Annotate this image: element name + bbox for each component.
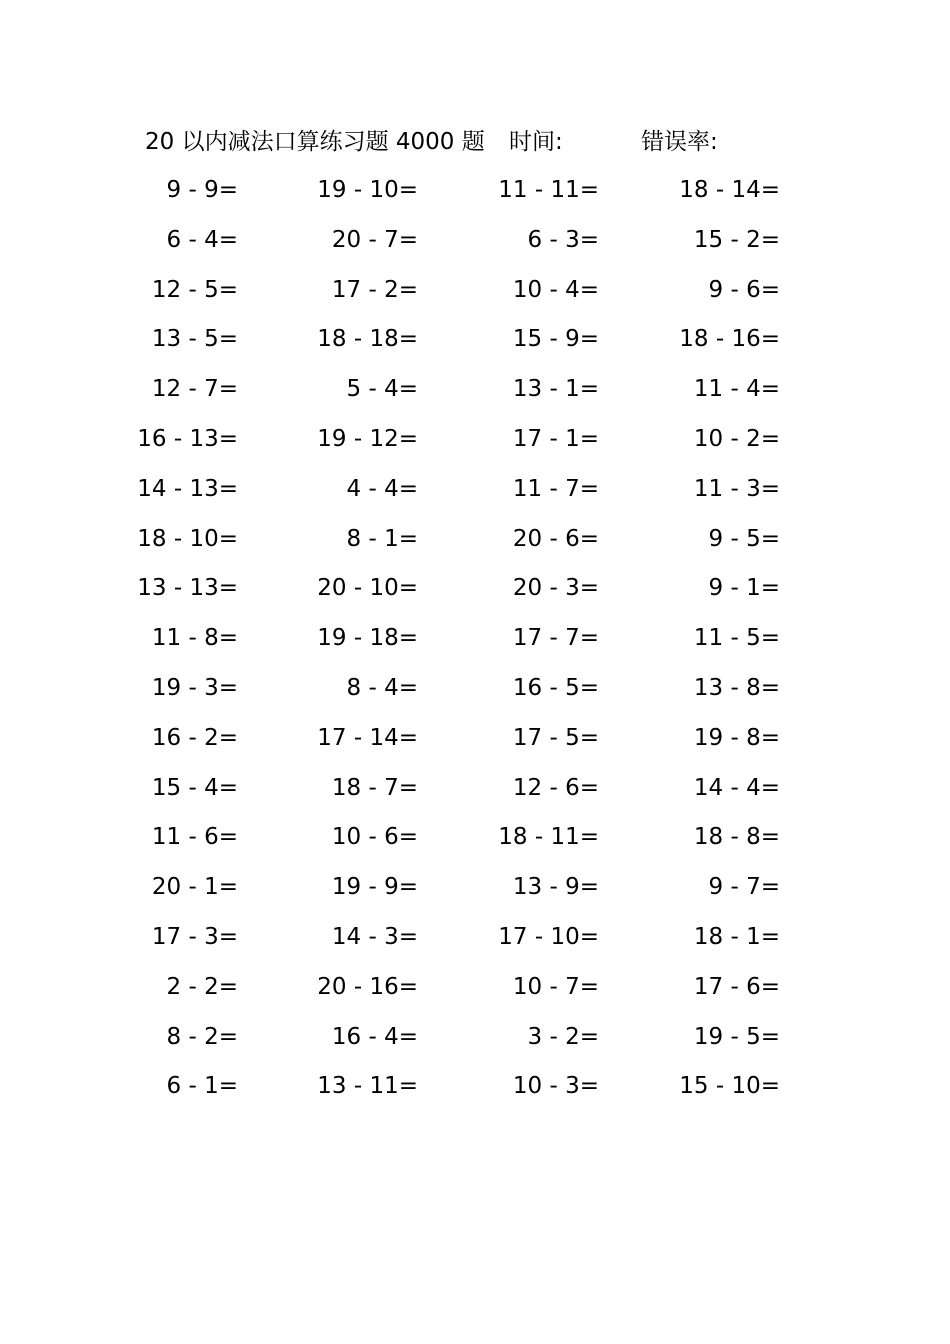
problem-item: 17 - 6= [693, 973, 780, 1000]
problem-item: 18 - 11= [498, 824, 599, 851]
problem-item: 5 - 4= [346, 376, 418, 403]
problem-item: 17 - 3= [151, 923, 238, 950]
problem-item: 14 - 3= [331, 923, 418, 950]
problem-row [0, 1062, 950, 1112]
problem-row [0, 266, 950, 316]
problem-item: 10 - 4= [512, 276, 599, 303]
problem-item: 16 - 2= [151, 724, 238, 751]
problem-item: 6 - 1= [166, 1073, 238, 1100]
problem-item: 8 - 2= [166, 1023, 238, 1050]
problem-item: 16 - 5= [512, 674, 599, 701]
problem-item: 10 - 3= [512, 1073, 599, 1100]
problem-item: 17 - 10= [498, 923, 599, 950]
problem-item: 15 - 2= [693, 226, 780, 253]
problem-item: 13 - 5= [151, 326, 238, 353]
problem-item: 12 - 7= [151, 376, 238, 403]
problem-item: 19 - 9= [331, 874, 418, 901]
problem-item: 9 - 7= [708, 874, 780, 901]
problem-item: 18 - 10= [137, 525, 238, 552]
problem-row [0, 365, 950, 415]
problem-item: 17 - 1= [512, 425, 599, 452]
problem-item: 9 - 6= [708, 276, 780, 303]
problem-item: 11 - 6= [151, 824, 238, 851]
problem-item: 2 - 2= [166, 973, 238, 1000]
problem-item: 3 - 2= [527, 1023, 599, 1050]
worksheet-title: 20 以内减法口算练习题 4000 题 [145, 129, 485, 155]
problem-item: 16 - 13= [137, 425, 238, 452]
problem-item: 9 - 9= [166, 177, 238, 203]
problem-item: 11 - 3= [693, 475, 780, 502]
problem-item: 19 - 5= [693, 1023, 780, 1050]
problem-item: 18 - 18= [317, 326, 418, 353]
problem-item: 17 - 14= [317, 724, 418, 751]
problem-row [0, 515, 950, 565]
problem-row [0, 714, 950, 764]
problem-row [0, 465, 950, 515]
problem-item: 20 - 6= [512, 525, 599, 552]
problem-item: 8 - 4= [346, 674, 418, 701]
problem-item: 13 - 13= [137, 575, 238, 602]
problem-item: 12 - 6= [512, 774, 599, 801]
problem-item: 13 - 9= [512, 874, 599, 901]
problem-item: 19 - 18= [317, 625, 418, 652]
problem-item: 14 - 13= [137, 475, 238, 502]
problem-item: 18 - 16= [679, 326, 780, 353]
problem-item: 15 - 9= [512, 326, 599, 353]
problem-item: 15 - 10= [679, 1073, 780, 1100]
problem-row [0, 564, 950, 614]
worksheet-header [0, 124, 950, 160]
problem-item: 6 - 3= [527, 226, 599, 253]
problem-item: 13 - 8= [693, 674, 780, 701]
problem-row [0, 614, 950, 664]
problem-item: 10 - 7= [512, 973, 599, 1000]
problem-item: 20 - 7= [331, 226, 418, 253]
problem-item: 15 - 4= [151, 774, 238, 801]
problem-item: 16 - 4= [331, 1023, 418, 1050]
problem-item: 19 - 8= [693, 724, 780, 751]
time-label: 时间: [509, 129, 563, 155]
problem-grid [0, 166, 950, 1112]
problem-item: 14 - 4= [693, 774, 780, 801]
error-rate-label: 错误率: [641, 129, 718, 155]
problem-item: 20 - 1= [151, 874, 238, 901]
problem-row [0, 415, 950, 465]
problem-item: 4 - 4= [346, 475, 418, 502]
problem-item: 20 - 10= [317, 575, 418, 602]
problem-row [0, 216, 950, 266]
problem-item: 19 - 3= [151, 674, 238, 701]
problem-item: 18 - 14= [679, 177, 780, 203]
problem-item: 18 - 1= [693, 923, 780, 950]
problem-row [0, 863, 950, 913]
problem-item: 10 - 6= [331, 824, 418, 851]
problem-item: 8 - 1= [346, 525, 418, 552]
problem-item: 19 - 12= [317, 425, 418, 452]
problem-item: 12 - 5= [151, 276, 238, 303]
problem-item: 13 - 11= [317, 1073, 418, 1100]
problem-item: 11 - 8= [151, 625, 238, 652]
problem-item: 17 - 7= [512, 625, 599, 652]
problem-item: 11 - 4= [693, 376, 780, 403]
problem-item: 20 - 16= [317, 973, 418, 1000]
problem-row [0, 913, 950, 963]
problem-item: 11 - 7= [512, 475, 599, 502]
problem-item: 17 - 5= [512, 724, 599, 751]
problem-item: 19 - 10= [317, 177, 418, 203]
problem-item: 9 - 1= [708, 575, 780, 602]
problem-item: 11 - 5= [693, 625, 780, 652]
problem-item: 13 - 1= [512, 376, 599, 403]
problem-item: 9 - 5= [708, 525, 780, 552]
problem-item: 18 - 8= [693, 824, 780, 851]
problem-row [0, 963, 950, 1013]
problem-row [0, 764, 950, 814]
problem-item: 11 - 11= [498, 177, 599, 203]
problem-item: 18 - 7= [331, 774, 418, 801]
problem-item: 17 - 2= [331, 276, 418, 303]
problem-row [0, 813, 950, 863]
problem-row [0, 315, 950, 365]
problem-row [0, 1013, 950, 1063]
problem-row [0, 166, 950, 216]
problem-item: 10 - 2= [693, 425, 780, 452]
problem-row [0, 664, 950, 714]
problem-item: 20 - 3= [512, 575, 599, 602]
problem-item: 6 - 4= [166, 226, 238, 253]
